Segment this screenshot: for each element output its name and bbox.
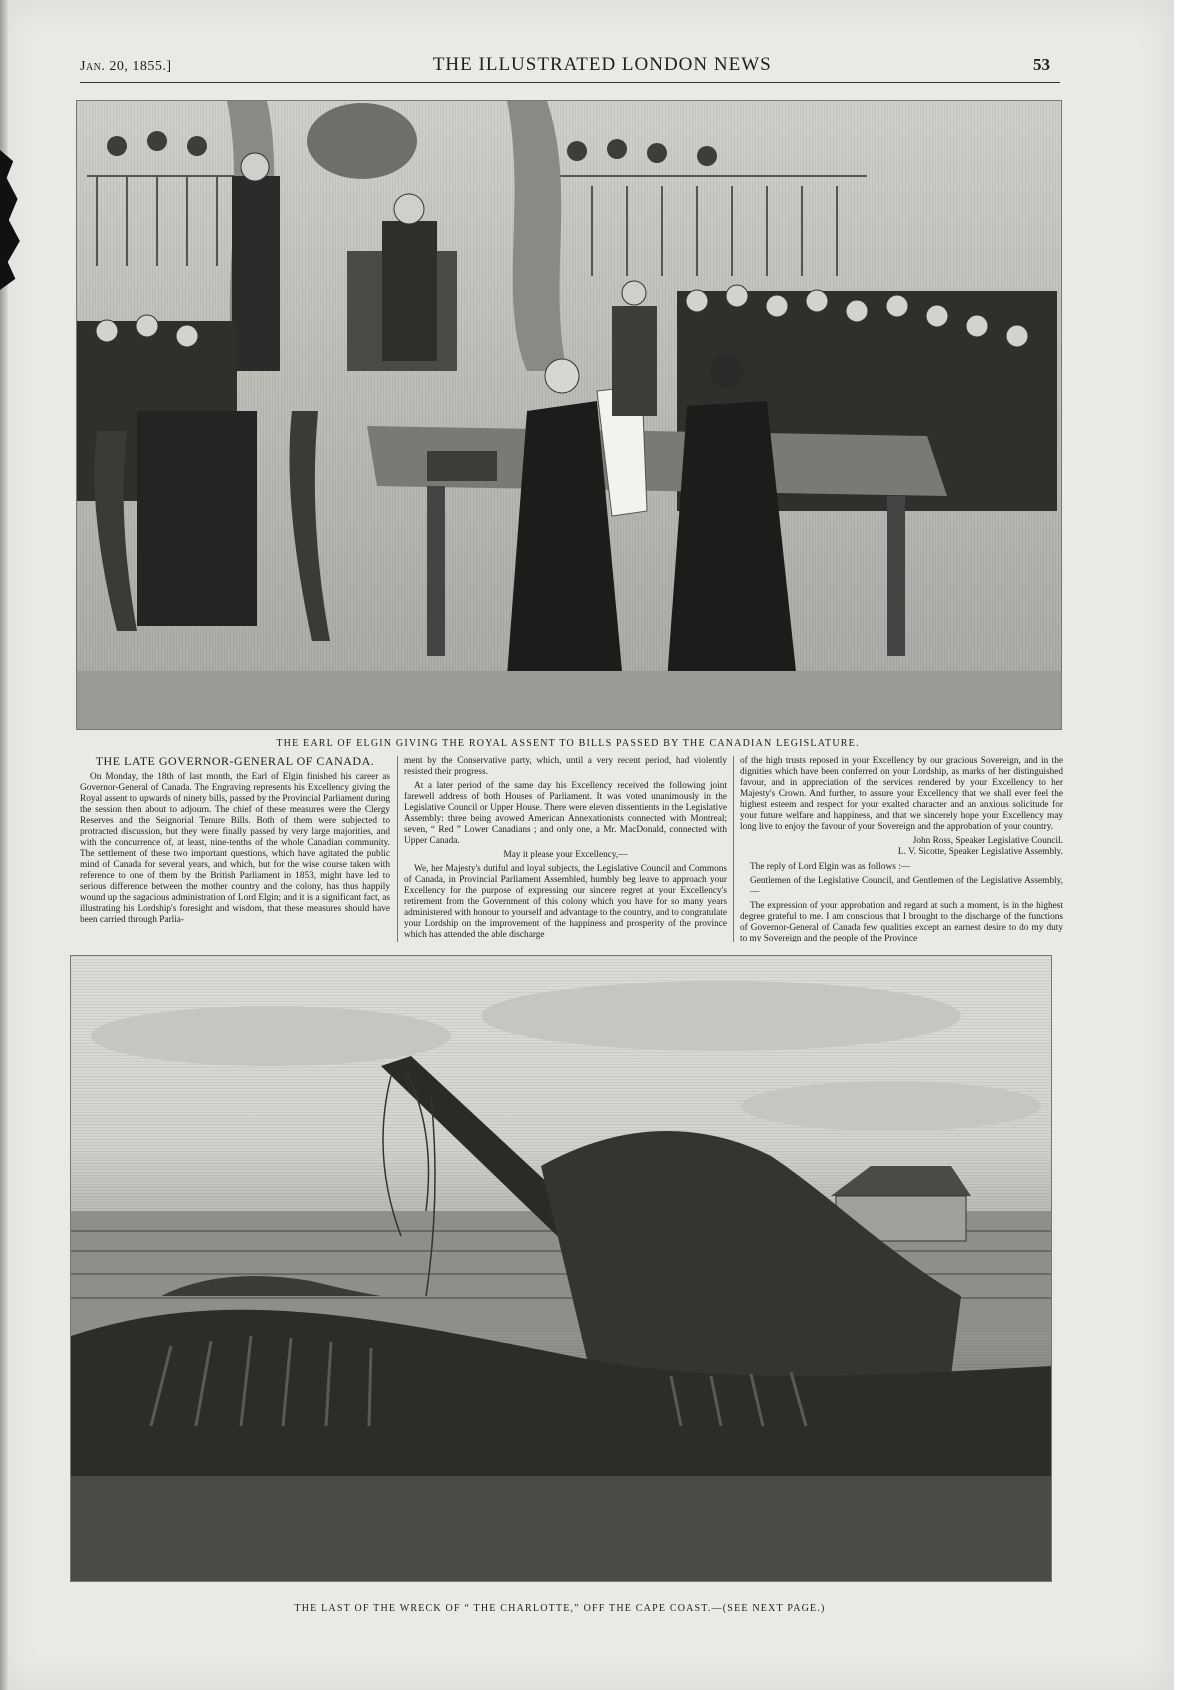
torn-edge: [0, 150, 22, 290]
signature-assembly: L. V. Sicotte, Speaker Legislative Assembly.: [897, 847, 1063, 857]
reply-salutation: Gentlemen of the Legislative Council, and Gentlemen of the Legislative Assembly,—: [750, 876, 1063, 897]
issue-date: Jan. 20, 1855.]: [80, 59, 172, 74]
engraving-royal-assent-scene-icon: [77, 101, 1061, 729]
page-number: 53: [1032, 55, 1050, 74]
reply-text: The expression of your approbation and regard at such a moment, is in the highest degree grateful to me. I am conscious that I brought to the discharge of the functions of Governor-General of Canada few qualities except an earnest desire to do my duty to my Sovereign and the people of the Province: [740, 901, 1063, 942]
article-column-1: [80, 756, 390, 942]
reply-intro: The reply of Lord Elgin was as follows :—: [750, 862, 911, 872]
masthead-rule: [80, 82, 1060, 83]
article-heading: THE LATE GOVERNOR-GENERAL OF CANADA.: [95, 756, 375, 768]
article-paragraph: ment by the Conservative party, which, until a very recent period, had violently resisted their progress.: [404, 756, 727, 777]
masthead: [80, 54, 1050, 78]
article-column-2: [397, 756, 727, 942]
article-paragraph: At a later period of the same day his Excellency received the following joint farewell address of both Houses of Parliament. It was voted unanimously in the Legislative Council or Upper House. There were eleven dissentients in the Legislative Assembly: three being avowed American Annexationists connected with Montreal; seven, “ Red ” Lower Canadians ; and only one, a Mr. MacDonald, connected with Upper Canada.: [404, 781, 727, 846]
shipwreck-engraving: [70, 955, 1052, 1582]
top-engraving-caption: THE EARL OF ELGIN GIVING THE ROYAL ASSENT TO BILLS PASSED BY THE CANADIAN LEGISLATURE.: [276, 738, 860, 749]
signature-council: John Ross, Speaker Legislative Council.: [912, 836, 1063, 846]
royal-assent-engraving: [76, 100, 1062, 730]
article-paragraph: of the high trusts reposed in your Excellency by our gracious Sovereign, and in the dignities which have been conferred on your Lordship, as marks of her distinguished favour, and in appreciation of the services rendered by your Excellency to her Majesty's Crown. And further, to assure your Excellency that we shall ever feel the highest esteem and respect for your exalted character and an anxious solicitude for your future welfare and happiness, and that we sincerely hope your Excellency may long live to enjoy the favour of your Sovereign and the approbation of your country.: [740, 756, 1063, 832]
address-salutation: May it please your Excellency,—: [503, 850, 628, 860]
bottom-engraving-caption: THE LAST OF THE WRECK OF “ THE CHARLOTTE,” OFF THE CAPE COAST.—(SEE NEXT PAGE.): [294, 1603, 826, 1614]
article-paragraph: On Monday, the 18th of last month, the Earl of Elgin finished his career as Governor-General of Canada. The Engraving represents his Excellency giving the Royal assent to upwards of ninety bills, passed by the Provincial Parliament during the session then about to adjourn. The chief of these measures were the Clergy Reserves and the Seignorial Tenure Bills. Both of them were subjected to protracted discussion, but they were finally passed by very large majorities, and with the concurrence of, at least, nine-tenths of the whole Canadian community. The settlement of these two important questions, which have agitated the public mind of Canada for several years, and which, but for the wise course taken with reference to one of them by the British Parliament in 1853, might have led to serious difference between the mother country and the colony, has thus happily wound up the sagacious administration of Lord Elgin; and it is a significant fact, as illustrating his Lordship's foresight and wisdom, that these measures should have been carried through Parlia-: [80, 772, 390, 925]
article-paragraph: We, her Majesty's dutiful and loyal subjects, the Legislative Council and Commons of Canada, in Provincial Parliament Assembled, humbly beg leave to approach your Excellency for the purpose of expressing our sincere regret at your Excellency's retirement from the Government of this colony which you have for so many years administered with honour to yourself and advantage to the country, and to congratulate your Lordship on the improvement of the happiness and prosperity of the province which has attended the able discharge: [404, 864, 727, 940]
publication-title: THE ILLUSTRATED LONDON NEWS: [432, 54, 772, 75]
engraving-shipwreck-scene-icon: [71, 956, 1051, 1581]
article-column-3: [733, 756, 1063, 942]
